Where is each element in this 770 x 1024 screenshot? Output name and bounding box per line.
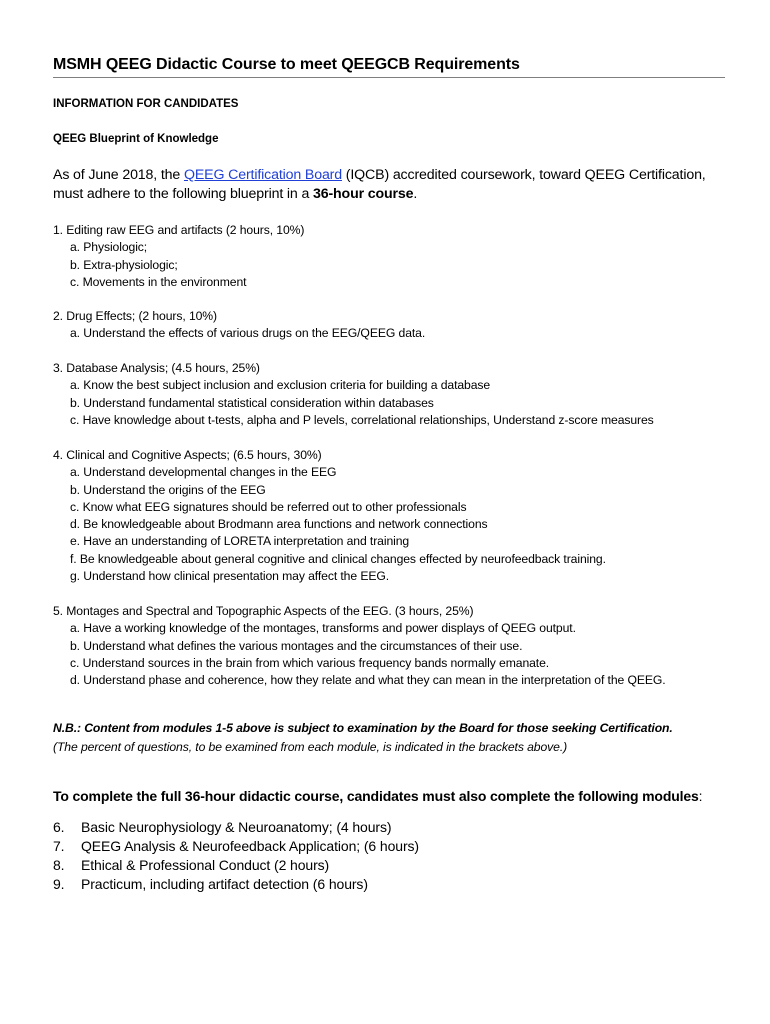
complete-course-heading [53,788,702,804]
module-item: c. Have knowledge about t-tests, alpha and P levels, correlational relationships, Understand z-score measures [70,412,654,427]
module-item: a. Understand the effects of various drugs on the EEG/QEEG data. [70,326,426,341]
list-item-text: Ethical & Professional Conduct (2 hours) [81,857,330,873]
complete-heading-text: To complete the full 36-hour didactic course, candidates must also complete the following modules [53,788,699,804]
module-4 [53,447,606,585]
list-item-number: 7. [53,838,65,854]
module-item: b. Understand what defines the various montages and the circumstances of their use. [70,638,523,653]
module-item: d. Be knowledgeable about Brodmann area functions and network connections [70,517,488,532]
list-item-number: 9. [53,876,65,892]
intro-text-middle: (IQCB) accredited coursework, toward QEEG Certification, must adhere to the following blueprint in a [53,167,706,202]
module-heading: 2. Drug Effects; (2 hours, 10%) [53,309,217,323]
module-item: f. Be knowledgeable about general cognitive and clinical changes effected by neurofeedback training. [70,551,606,566]
complete-heading-colon: : [698,788,703,804]
intro-paragraph [53,166,733,204]
nb-note [53,719,725,756]
list-item [53,837,419,856]
module-3 [53,360,654,429]
info-heading: INFORMATION FOR CANDIDATES [53,98,239,110]
list-item [53,875,419,894]
module-item: e. Have an understanding of LORETA interpretation and training [70,534,410,549]
module-2 [53,308,425,343]
additional-modules-list [53,818,419,894]
module-heading: 4. Clinical and Cognitive Aspects; (6.5 hours, 30%) [53,448,322,462]
list-item-text: Practicum, including artifact detection (6 hours) [81,876,368,892]
module-5 [53,603,666,689]
list-item-number: 8. [53,857,65,873]
module-item: b. Understand fundamental statistical consideration within databases [70,395,434,410]
module-item: d. Understand phase and coherence, how they relate and what they can mean in the interpretation of the QEEG. [70,673,666,688]
intro-text-start: As of June 2018, the [53,167,184,183]
list-item-text: QEEG Analysis & Neurofeedback Application; (6 hours) [81,838,419,854]
list-item [53,818,419,837]
intro-bold-text: 36-hour course [312,186,414,202]
module-item: a. Have a working knowledge of the montages, transforms and power displays of QEEG output. [70,621,576,636]
module-item: g. Understand how clinical presentation may affect the EEG. [70,569,390,584]
module-item: b. Extra-physiologic; [70,257,178,272]
page-title: MSMH QEEG Didactic Course to meet QEEGCB Requirements [53,56,725,78]
nb-line-bold: N.B.: Content from modules 1-5 above is subject to examination by the Board for those seeking Certification. [53,721,673,735]
blueprint-heading: QEEG Blueprint of Knowledge [53,133,219,145]
intro-text-end: . [413,186,418,202]
module-item: a. Understand developmental changes in the EEG [70,465,337,480]
module-heading: 5. Montages and Spectral and Topographic Aspects of the EEG. (3 hours, 25%) [53,604,474,618]
list-item-number: 6. [53,819,65,835]
module-item: c. Know what EEG signatures should be referred out to other professionals [70,499,467,514]
module-item: a. Know the best subject inclusion and exclusion criteria for building a database [70,378,491,393]
nb-line-italic: (The percent of questions, to be examined from each module, is indicated in the brackets above.) [53,739,568,754]
module-item: c. Movements in the environment [70,274,247,289]
list-item [53,856,419,875]
module-item: a. Physiologic; [70,240,148,255]
module-heading: 3. Database Analysis; (4.5 hours, 25%) [53,361,260,375]
module-item: c. Understand sources in the brain from which various frequency bands normally emanate. [70,655,550,670]
qeeg-certification-board-link[interactable]: QEEG Certification Board [183,167,342,183]
module-item: b. Understand the origins of the EEG [70,482,266,497]
module-heading: 1. Editing raw EEG and artifacts (2 hours, 10%) [53,223,305,237]
list-item-text: Basic Neurophysiology & Neuroanatomy; (4 hours) [81,819,392,835]
module-1 [53,222,304,291]
